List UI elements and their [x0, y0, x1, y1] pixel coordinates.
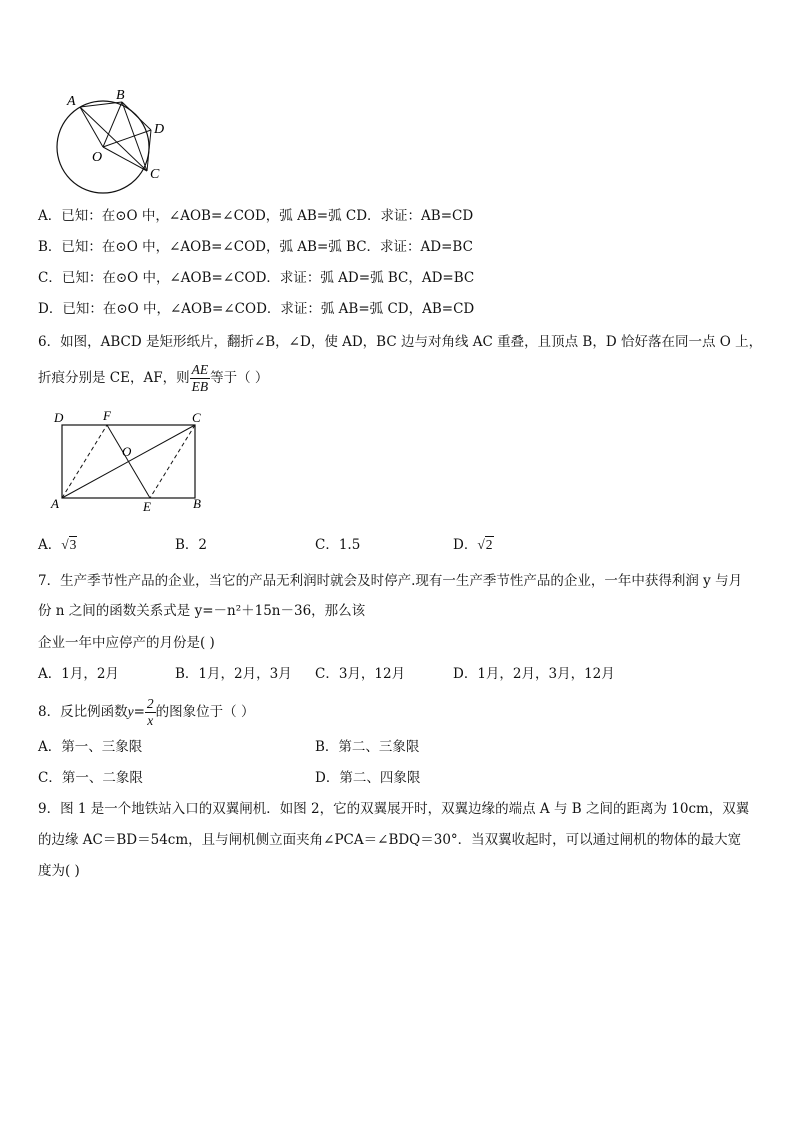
label-C: C	[192, 410, 201, 425]
q7-option-c: C．3月，12月	[315, 666, 406, 682]
q8-text-post: 的图象位于（ ）	[155, 704, 255, 720]
sqrt-symbol: √2	[477, 537, 493, 552]
sqrt-symbol: √3	[61, 537, 77, 552]
label-D: D	[154, 122, 165, 137]
label-A: A	[51, 496, 59, 511]
label-A: A	[67, 94, 76, 109]
q8-option-c: C．第一、二象限	[38, 770, 143, 786]
q8-option-d: D．第二、四象限	[315, 770, 421, 786]
q8-text	[38, 694, 254, 730]
q8-fraction	[145, 696, 156, 729]
q6-option-d-prefix: D．	[453, 537, 478, 553]
q6-frac-num: AE	[191, 362, 209, 377]
rectangle-figure	[45, 408, 215, 516]
q6-text-line2	[38, 360, 268, 396]
q8-option-a: A．第一、三象限	[38, 739, 143, 755]
q5-option-c: C．已知：在⊙O 中，∠AOB=∠COD．求证：弧 AD=弧 BC，AD=BC	[38, 270, 475, 286]
q7-text-line1: 7．生产季节性产品的企业，当它的产品无利润时就会及时停产.现有一生产季节性产品的企业，一年中获得利润 y 与月	[38, 573, 743, 589]
q7-option-d: D．1月，2月，3月，12月	[453, 666, 615, 682]
label-B: B	[193, 496, 201, 511]
q6-text-line1: 6．如图，ABCD 是矩形纸片，翻折∠B，∠D，使 AD，BC 边与对角线 AC 重叠，且顶点 B，D 恰好落在同一点 O 上，	[38, 334, 763, 350]
q8-frac-num: 2	[146, 696, 154, 711]
q6-fraction	[190, 362, 211, 395]
label-O: O	[122, 444, 132, 459]
circle-figure	[55, 85, 185, 195]
q6-option-b: B．2	[175, 537, 208, 553]
q5-option-d: D．已知：在⊙O 中，∠AOB=∠COD．求证：弧 AB=弧 CD，AB=CD	[38, 301, 475, 317]
q6-text-post: 等于（ ）	[210, 370, 269, 386]
label-F: F	[103, 408, 111, 423]
label-E: E	[143, 499, 151, 514]
q8-equals: =	[133, 704, 145, 720]
q7-text-line3: 企业一年中应停产的月份是( )	[38, 635, 215, 651]
q5-option-a: A．已知：在⊙O 中，∠AOB=∠COD，弧 AB=弧 CD．求证：AB=CD	[38, 208, 474, 224]
q7-text-line2: 份 n 之间的函数关系式是 y=－n²＋15n－36，那么该	[38, 603, 366, 619]
q7-option-a: A．1月，2月	[38, 666, 119, 682]
q9-text-line1: 9．图 1 是一个地铁站入口的双翼闸机．如图 2，它的双翼展开时，双翼边缘的端点 A 与 B 之间的距离为 10cm，双翼	[38, 801, 750, 817]
q6-option-a-radicand: 3	[69, 537, 77, 552]
q8-option-b: B．第二、三象限	[315, 739, 420, 755]
q9-text-line2: 的边缘 AC＝BD＝54cm，且与闸机侧立面夹角∠PCA＝∠BDQ＝30°．当双翼收起时，可以通过闸机的物体的最大宽	[38, 832, 742, 848]
q7-option-b: B．1月，2月，3月	[175, 666, 292, 682]
q6-option-d-radicand: 2	[485, 537, 493, 552]
q6-frac-den: EB	[191, 379, 209, 394]
label-B: B	[116, 88, 125, 103]
q8-text-pre: 8．反比例函数	[38, 704, 128, 720]
q8-var-y: y	[127, 704, 134, 719]
q5-option-b: B．已知：在⊙O 中，∠AOB=∠COD，弧 AB=弧 BC．求证：AD=BC	[38, 239, 473, 255]
q6-option-d	[453, 535, 494, 555]
q9-text-line3: 度为( )	[38, 863, 80, 879]
q6-text-pre: 折痕分别是 CE，AF，则	[38, 370, 190, 386]
q6-option-a	[38, 535, 77, 555]
q6-option-c: C．1.5	[315, 537, 361, 553]
q6-option-a-prefix: A．	[38, 537, 62, 553]
q8-frac-den: x	[147, 713, 154, 728]
label-D: D	[54, 410, 64, 425]
label-C: C	[150, 167, 160, 182]
label-O: O	[92, 150, 103, 165]
